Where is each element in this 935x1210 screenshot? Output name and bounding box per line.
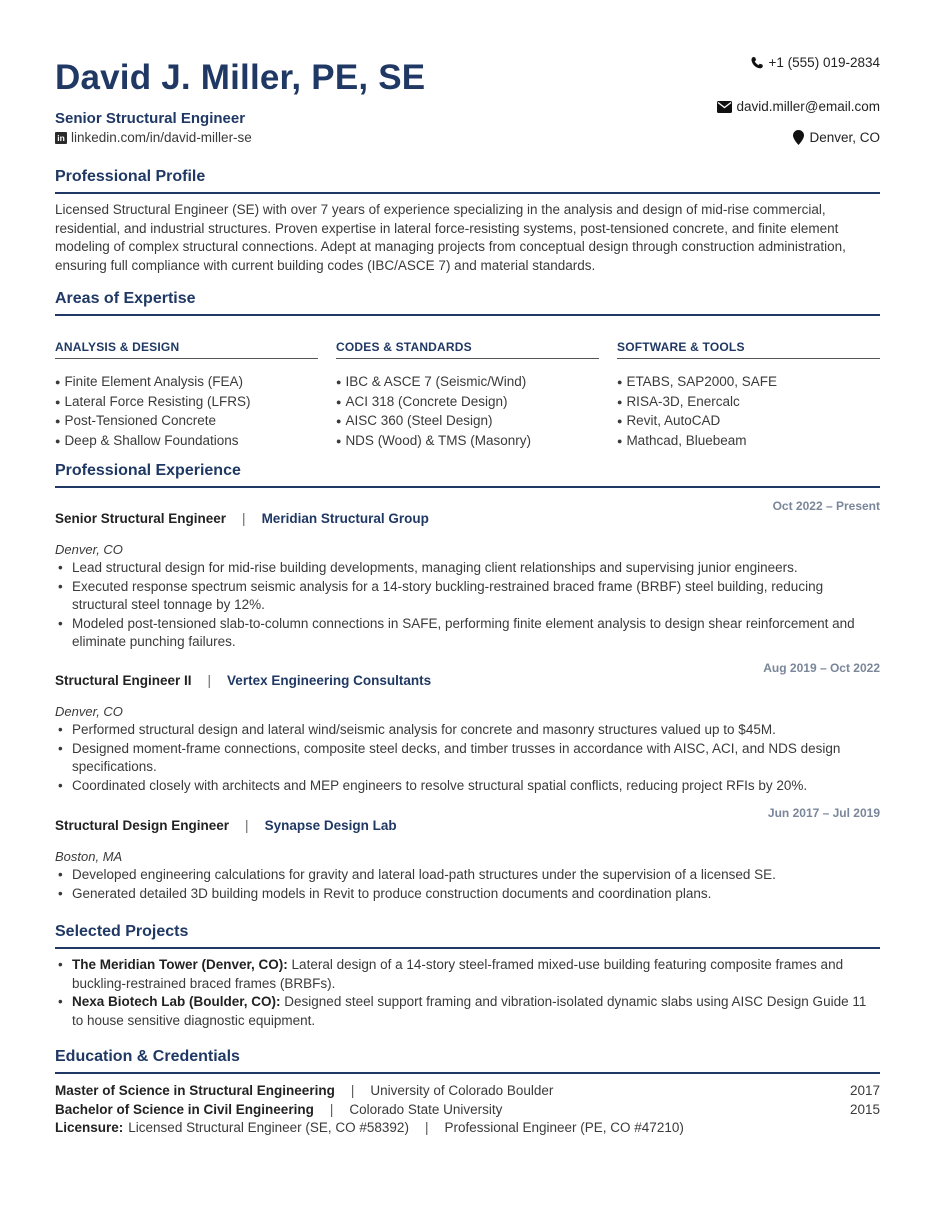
licensure-row [55, 1120, 880, 1135]
resume-page [55, 0, 880, 1210]
expertise-item: ● AISC 360 (Steel Design) [336, 412, 599, 432]
list-item: • Lead structural design for mid-rise building developments, managing client relationships and supervising junior engineers. [55, 559, 880, 578]
job-title-line [55, 673, 431, 688]
job-location: Denver, CO [55, 542, 123, 557]
list-item [55, 956, 880, 993]
separator: | [350, 1083, 355, 1098]
job-bullets [55, 559, 880, 652]
graduation-year: 2015 [849, 1102, 880, 1117]
contact-email[interactable] [717, 99, 881, 114]
expertise-column [336, 340, 599, 451]
job-role: Senior Structural Engineer [55, 511, 227, 526]
list-item: • Performed structural design and lateral wind/seismic analysis for concrete and masonry structures valued up to $45M. [55, 721, 880, 740]
experience-heading: Professional Experience [55, 462, 880, 488]
list-item: • Generated detailed 3D building models in Revit to produce construction documents and coordination plans. [55, 885, 880, 904]
job-dates: Jun 2017 – Jul 2019 [767, 806, 880, 820]
expertise-item: ● ETABS, SAP2000, SAFE [617, 373, 880, 393]
expertise-column-title: ANALYSIS & DESIGN [55, 340, 318, 359]
expertise-item: ● RISA-3D, Enercalc [617, 393, 880, 413]
expertise-item: ● Lateral Force Resisting (LFRS) [55, 393, 318, 413]
expertise-item: ● Revit, AutoCAD [617, 412, 880, 432]
school-name: University of Colorado Boulder [370, 1083, 554, 1098]
expertise-item: ● Post-Tensioned Concrete [55, 412, 318, 432]
linkedin-icon: in [55, 132, 67, 144]
expertise-heading: Areas of Expertise [55, 290, 880, 316]
envelope-icon [717, 101, 732, 113]
job-company: Synapse Design Lab [264, 818, 397, 833]
job-dates: Aug 2019 – Oct 2022 [763, 661, 880, 675]
job-title-line [55, 818, 397, 833]
profile-heading: Professional Profile [55, 168, 880, 194]
expertise-item: ● NDS (Wood) & TMS (Masonry) [336, 432, 599, 452]
separator: | [245, 818, 249, 833]
list-item [55, 993, 880, 1030]
job-location: Denver, CO [55, 704, 123, 719]
location-text: Denver, CO [809, 130, 880, 145]
job-dates: Oct 2022 – Present [772, 499, 880, 513]
expertise-column-title: CODES & STANDARDS [336, 340, 599, 359]
expertise-column [617, 340, 880, 451]
expertise-item: ● Deep & Shallow Foundations [55, 432, 318, 452]
projects-heading: Selected Projects [55, 923, 880, 949]
separator: | [242, 511, 246, 526]
list-item: • Executed response spectrum seismic analysis for a 14-story buckling-restrained braced frame (BRBF) steel building, reducing structural steel tonnage by 12%. [55, 578, 880, 615]
job-bullets [55, 866, 880, 903]
list-item: • Coordinated closely with architects and MEP engineers to resolve structural spatial conflicts, reducing project RFIs by 20%. [55, 777, 880, 796]
expertise-column [55, 340, 318, 451]
contact-phone[interactable] [750, 55, 880, 70]
separator: | [329, 1102, 334, 1117]
project-name: The Meridian Tower (Denver, CO): [72, 957, 288, 972]
phone-number: +1 (555) 019-2834 [768, 55, 880, 70]
license-item: Professional Engineer (PE, CO #47210) [444, 1120, 684, 1135]
list-item: • Developed engineering calculations for gravity and lateral load-path structures under the supervision of a licensed SE. [55, 866, 880, 885]
school-name: Colorado State University [349, 1102, 503, 1117]
list-item: • Designed moment-frame connections, composite steel decks, and timber trusses in accordance with AISC, ACI, and NDS design specifications. [55, 740, 880, 777]
degree-name: Bachelor of Science in Civil Engineering [55, 1102, 314, 1117]
degree-name: Master of Science in Structural Engineering [55, 1083, 335, 1098]
project-name: Nexa Biotech Lab (Boulder, CO): [72, 994, 281, 1009]
separator: | [207, 673, 212, 688]
expertise-column-title: SOFTWARE & TOOLS [617, 340, 880, 359]
job-title-line [55, 511, 429, 526]
expertise-item: ● Finite Element Analysis (FEA) [55, 373, 318, 393]
email-address: david.miller@email.com [736, 99, 880, 114]
projects-list [55, 956, 880, 1030]
licensure-label: Licensure: [55, 1120, 124, 1135]
map-pin-icon [793, 130, 804, 145]
separator: | [424, 1120, 429, 1135]
license-item: Licensed Structural Engineer (SE, CO #58392) [128, 1120, 409, 1135]
expertise-item: ● Mathcad, Bluebeam [617, 432, 880, 452]
job-bullets [55, 721, 880, 795]
job-role: Structural Design Engineer [55, 818, 230, 833]
education-row [55, 1102, 880, 1117]
project-description: Designed steel support framing and vibration-isolated dynamic slabs using AISC Design Guide 11 to house sensitive diagnostic equipment. [72, 994, 867, 1028]
project-description: Lateral design of a 14-story steel-framed mixed-use building featuring composite frames and buckling-restrained braced frames (BRBFs). [72, 957, 844, 991]
job-company: Meridian Structural Group [261, 511, 429, 526]
education-row [55, 1083, 880, 1098]
job-role: Structural Engineer II [55, 673, 192, 688]
graduation-year: 2017 [849, 1083, 880, 1098]
candidate-title: Senior Structural Engineer [55, 110, 246, 127]
linkedin-text: linkedin.com/in/david-miller-se [71, 130, 252, 145]
expertise-item: ● IBC & ASCE 7 (Seismic/Wind) [336, 373, 599, 393]
linkedin-link[interactable] [55, 130, 252, 145]
candidate-name: David J. Miller, PE, SE [55, 58, 426, 97]
education-heading: Education & Credentials [55, 1048, 880, 1074]
expertise-item: ● ACI 318 (Concrete Design) [336, 393, 599, 413]
list-item: • Modeled post-tensioned slab-to-column connections in SAFE, performing finite element analysis to design shear reinforcement and eliminate punching failures. [55, 615, 880, 652]
job-company: Vertex Engineering Consultants [227, 673, 432, 688]
profile-text: Licensed Structural Engineer (SE) with over 7 years of experience specializing in the analysis and design of mid-rise commercial, residential, and industrial structures. Proven expertise in lateral force-resisting systems, post-tensioned concrete, and finite element modeling of complex structural connections. Adept at managing projects from conceptual design through construction administration, ensuring full compliance with current building codes (IBC/ASCE 7) and material standards. [55, 202, 846, 273]
job-location: Boston, MA [55, 849, 123, 864]
contact-location [793, 130, 880, 145]
phone-icon [750, 56, 764, 70]
